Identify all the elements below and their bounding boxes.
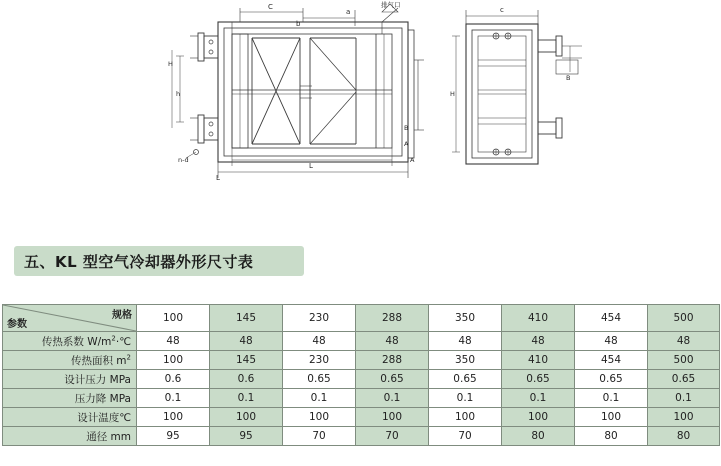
table-cell: 48 [137, 332, 210, 351]
table-cell: 0.1 [283, 389, 356, 408]
table-cell: 48 [283, 332, 356, 351]
table-cell: 80 [502, 427, 575, 446]
table-cell: 230 [283, 351, 356, 370]
table-corner-cell [3, 305, 137, 332]
table-cell: 0.1 [429, 389, 502, 408]
table-row [3, 389, 720, 408]
table-cell: 48 [575, 332, 648, 351]
table-cell: 100 [648, 408, 720, 427]
dim-label-H-side: H [450, 90, 455, 98]
table-col-header: 100 [137, 305, 210, 332]
table-cell: 70 [283, 427, 356, 446]
table-cell: 100 [137, 351, 210, 370]
row-label-text: 压力降 MPa [74, 392, 131, 405]
section-heading [14, 246, 304, 276]
table-cell: 454 [575, 351, 648, 370]
table-cell: 48 [429, 332, 502, 351]
table-cell: 100 [356, 408, 429, 427]
table-cell: 100 [210, 408, 283, 427]
table-row [3, 408, 720, 427]
table-cell: 48 [356, 332, 429, 351]
table-cell: 0.1 [210, 389, 283, 408]
table-cell: 80 [648, 427, 720, 446]
table-cell: 0.6 [210, 370, 283, 389]
table-col-header: 500 [648, 305, 720, 332]
technical-drawing [0, 0, 721, 230]
table-cell: 0.65 [356, 370, 429, 389]
dim-label-C: C [268, 3, 273, 11]
dim-label-a: a [346, 8, 351, 16]
row-label [3, 370, 137, 389]
table-col-header: 454 [575, 305, 648, 332]
row-label-tail: ·℃ [115, 335, 131, 348]
table-cell: 0.65 [575, 370, 648, 389]
row-label [3, 332, 137, 351]
row-label [3, 389, 137, 408]
table-col-header: 230 [283, 305, 356, 332]
table-cell: 95 [210, 427, 283, 446]
dim-label-A: A [404, 140, 409, 148]
table-cell: 0.65 [429, 370, 502, 389]
corner-param-label: 参数 [7, 319, 27, 330]
dim-label-c-side: c [500, 6, 504, 14]
row-label-text: 设计压力 MPa [64, 373, 131, 386]
drawing-svg [0, 0, 721, 230]
table-col-header: 410 [502, 305, 575, 332]
table-cell: 0.1 [356, 389, 429, 408]
table-cell: 48 [502, 332, 575, 351]
table-col-header: 288 [356, 305, 429, 332]
dim-label-H-left: H [168, 60, 173, 68]
dim-label-b: b [296, 20, 301, 28]
section-heading-label: 五、KL 型空气冷却器外形尺寸表 [24, 252, 254, 271]
table-cell: 48 [648, 332, 720, 351]
table-cell: 0.65 [648, 370, 720, 389]
table-header-row [3, 305, 720, 332]
table-cell: 410 [502, 351, 575, 370]
table-cell: 70 [429, 427, 502, 446]
dim-label-L-inner: L [309, 162, 313, 170]
table-cell: 100 [502, 408, 575, 427]
dim-label-A2: A [410, 156, 415, 164]
dim-label-h-left: h [176, 90, 181, 98]
row-label-text: 传热面积 m [70, 354, 127, 367]
table-cell: 145 [210, 351, 283, 370]
table-cell: 100 [429, 408, 502, 427]
table-cell: 100 [137, 408, 210, 427]
row-label [3, 408, 137, 427]
table-col-header: 350 [429, 305, 502, 332]
row-label [3, 351, 137, 370]
row-label-text: 设计温度℃ [77, 411, 131, 424]
row-label [3, 427, 137, 446]
table-cell: 0.1 [575, 389, 648, 408]
table-cell: 0.1 [648, 389, 720, 408]
dim-label-L: L [216, 174, 220, 182]
table-cell: 70 [356, 427, 429, 446]
table-cell: 0.6 [137, 370, 210, 389]
corner-spec-label: 规格 [112, 310, 132, 321]
table-cell: 500 [648, 351, 720, 370]
row-label-sup: 2 [111, 334, 116, 342]
table-row [3, 351, 720, 370]
table-cell: 0.65 [502, 370, 575, 389]
dim-label-B-side: B [566, 74, 571, 82]
table-row [3, 427, 720, 446]
table-cell: 350 [429, 351, 502, 370]
table-cell: 0.65 [283, 370, 356, 389]
table-row [3, 332, 720, 351]
table-cell: 0.1 [137, 389, 210, 408]
table-row [3, 370, 720, 389]
table-cell: 95 [137, 427, 210, 446]
dim-label-B: B [404, 124, 409, 132]
row-label-sup: 2 [126, 353, 131, 361]
dim-label-nd: n-d [178, 156, 189, 164]
table-cell: 48 [210, 332, 283, 351]
table-cell: 100 [283, 408, 356, 427]
row-label-text: 通径 mm [86, 430, 131, 443]
table-cell: 80 [575, 427, 648, 446]
row-label-text: 传热系数 W/m [41, 335, 112, 348]
table-cell: 288 [356, 351, 429, 370]
spec-table [2, 304, 720, 446]
table-col-header: 145 [210, 305, 283, 332]
table-cell: 0.1 [502, 389, 575, 408]
label-exhaust-port: 排气口 [381, 1, 401, 9]
table-cell: 100 [575, 408, 648, 427]
